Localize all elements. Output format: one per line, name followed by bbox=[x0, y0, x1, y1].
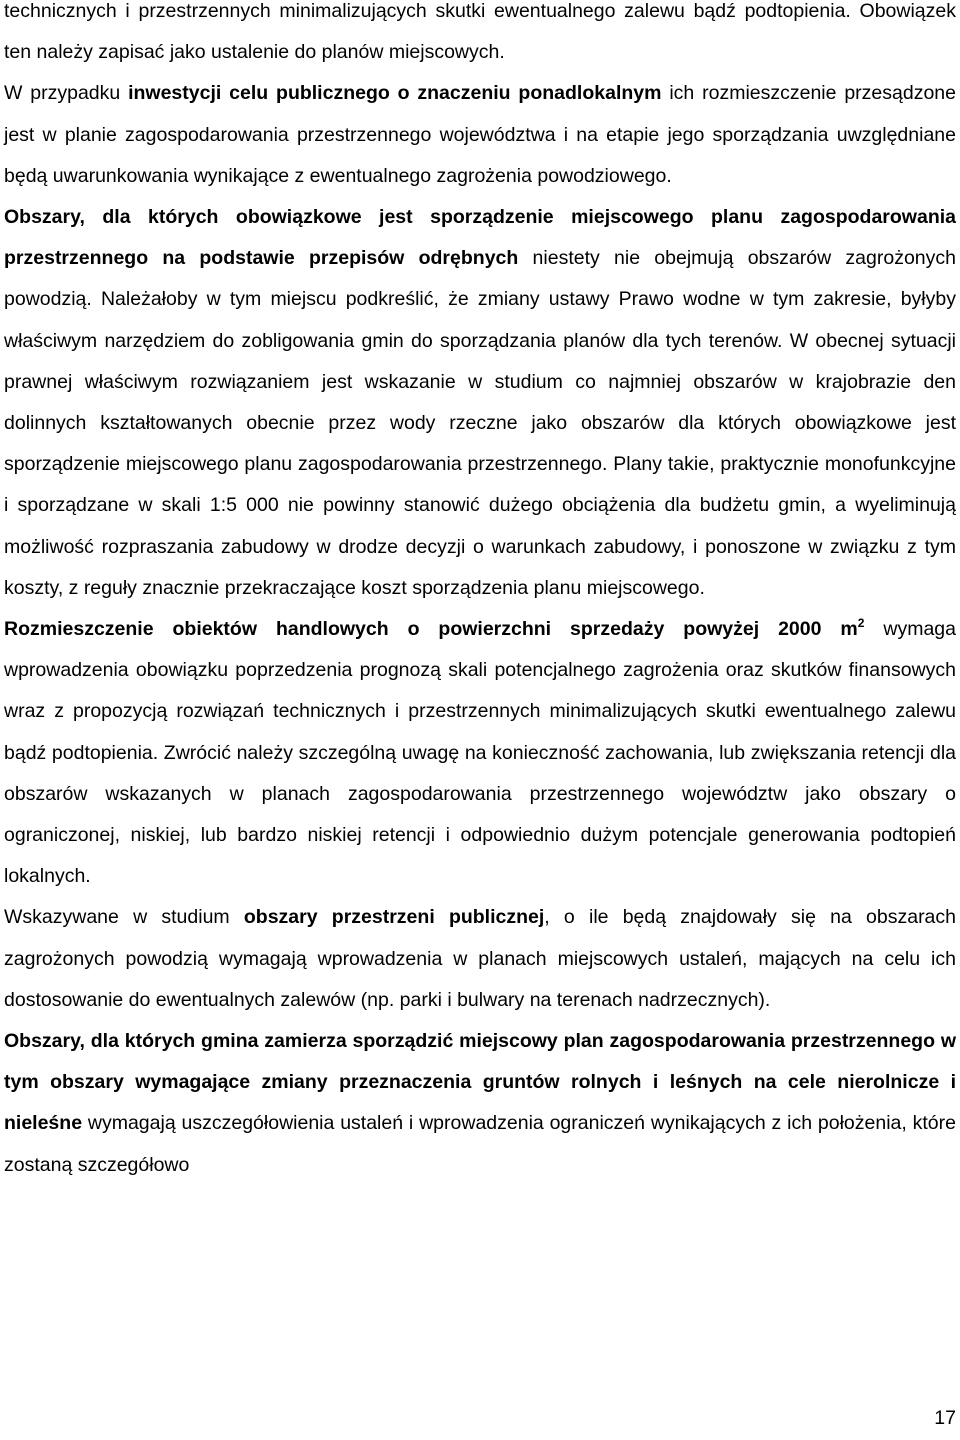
superscript: 2 bbox=[857, 616, 865, 631]
document-body bbox=[4, 0, 956, 1186]
paragraph bbox=[4, 73, 956, 197]
bold-phrase: Obszary, dla których obowiązkowe jest sporządzenie miejscowego planu zagospodarowania przestrzennego na podstawie przepisów odrębnych bbox=[4, 206, 956, 270]
paragraph-text: Wskazywane w studium bbox=[4, 906, 244, 929]
paragraph-text: wymagają uszczegółowienia ustaleń i wprowadzenia ograniczeń wynikających z ich położenia, które zostaną szczegółowo bbox=[4, 1112, 956, 1176]
paragraph bbox=[4, 897, 956, 1021]
paragraph-text: ich rozmieszczenie przesądzone jest w planie zagospodarowania przestrzennego województwa i na etapie jego sporządzania uwzględniane będą uwarunkowania wynikające z ewentualnego zagrożenia powodziowego. bbox=[4, 82, 956, 187]
bold-phrase: obszary przestrzeni publicznej bbox=[243, 906, 545, 929]
paragraph-text: technicznych i przestrzennych minimalizujących skutki ewentualnego zalewu bądź podtopienia. Obowiązek ten należy zapisać jako ustalenie do planów miejscowych. bbox=[4, 0, 956, 64]
paragraph bbox=[4, 197, 956, 609]
paragraph-text: niestety nie obejmują obszarów zagrożonych powodzią. Należałoby w tym miejscu podkreślić, że zmiany ustawy Prawo wodne w tym zakresie, byłyby właściwym narzędziem do zobligowania gmin do sporządzania planów dla tych terenów. W obecnej sytuacji prawnej właściwym rozwiązaniem jest wskazanie w studium co najmniej obszarów w krajobrazie den dolinnych kształtowanych obecnie przez wody rzeczne jako obszarów dla których obowiązkowe jest sporządzenie miejscowego planu zagospodarowania przestrzennego. Plany takie, praktycznie monofunkcyjne i sporządzane w skali 1:5 000 nie powinny stanowić dużego obciążenia dla budżetu gmin, a wyeliminują możliwość rozpraszania zabudowy w drodze decyzji o warunkach zabudowy, i ponoszone w związku z tym koszty, z reguły znacznie przekraczające koszt sporządzenia planu miejscowego. bbox=[4, 247, 956, 599]
paragraph bbox=[4, 1021, 956, 1186]
page-number: 17 bbox=[934, 1407, 956, 1429]
paragraph-text: , o ile będą znajdowały się na obszarach zagrożonych powodzią wymagają wprowadzenia w planach miejscowych ustaleń, mających na celu ich dostosowanie do ewentualnych zalewów (np. parki i bulwary na terenach nadrzecznych). bbox=[4, 906, 956, 1011]
paragraph bbox=[4, 0, 956, 73]
paragraph-text: W przypadku bbox=[4, 82, 129, 105]
bold-phrase: Rozmieszczenie obiektów handlowych o powierzchni sprzedaży powyżej 2000 m bbox=[4, 618, 858, 641]
paragraph bbox=[4, 609, 956, 897]
bold-phrase: Obszary, dla których gmina zamierza sporządzić miejscowy plan zagospodarowania przestrzennego w tym obszary wymagające zmiany przeznaczenia gruntów rolnych i leśnych na cele nierolnicze i nieleśne bbox=[4, 1030, 956, 1135]
paragraph-text: wymaga wprowadzenia obowiązku poprzedzenia prognozą skali potencjalnego zagrożenia oraz skutków finansowych wraz z propozycją rozwiązań technicznych i przestrzennych minimalizujących skutki ewentualnego zalewu bądź podtopienia. Zwrócić należy szczególną uwagę na konieczność zachowania, lub zwiększania retencji dla obszarów wskazanych w planach zagospodarowania przestrzennego województw jako obszary o ograniczonej, niskiej, lub bardzo niskiej retencji i odpowiednio dużym potencjale generowania podtopień lokalnych. bbox=[4, 618, 956, 888]
bold-phrase: inwestycji celu publicznego o znaczeniu ponadlokalnym bbox=[128, 82, 662, 105]
